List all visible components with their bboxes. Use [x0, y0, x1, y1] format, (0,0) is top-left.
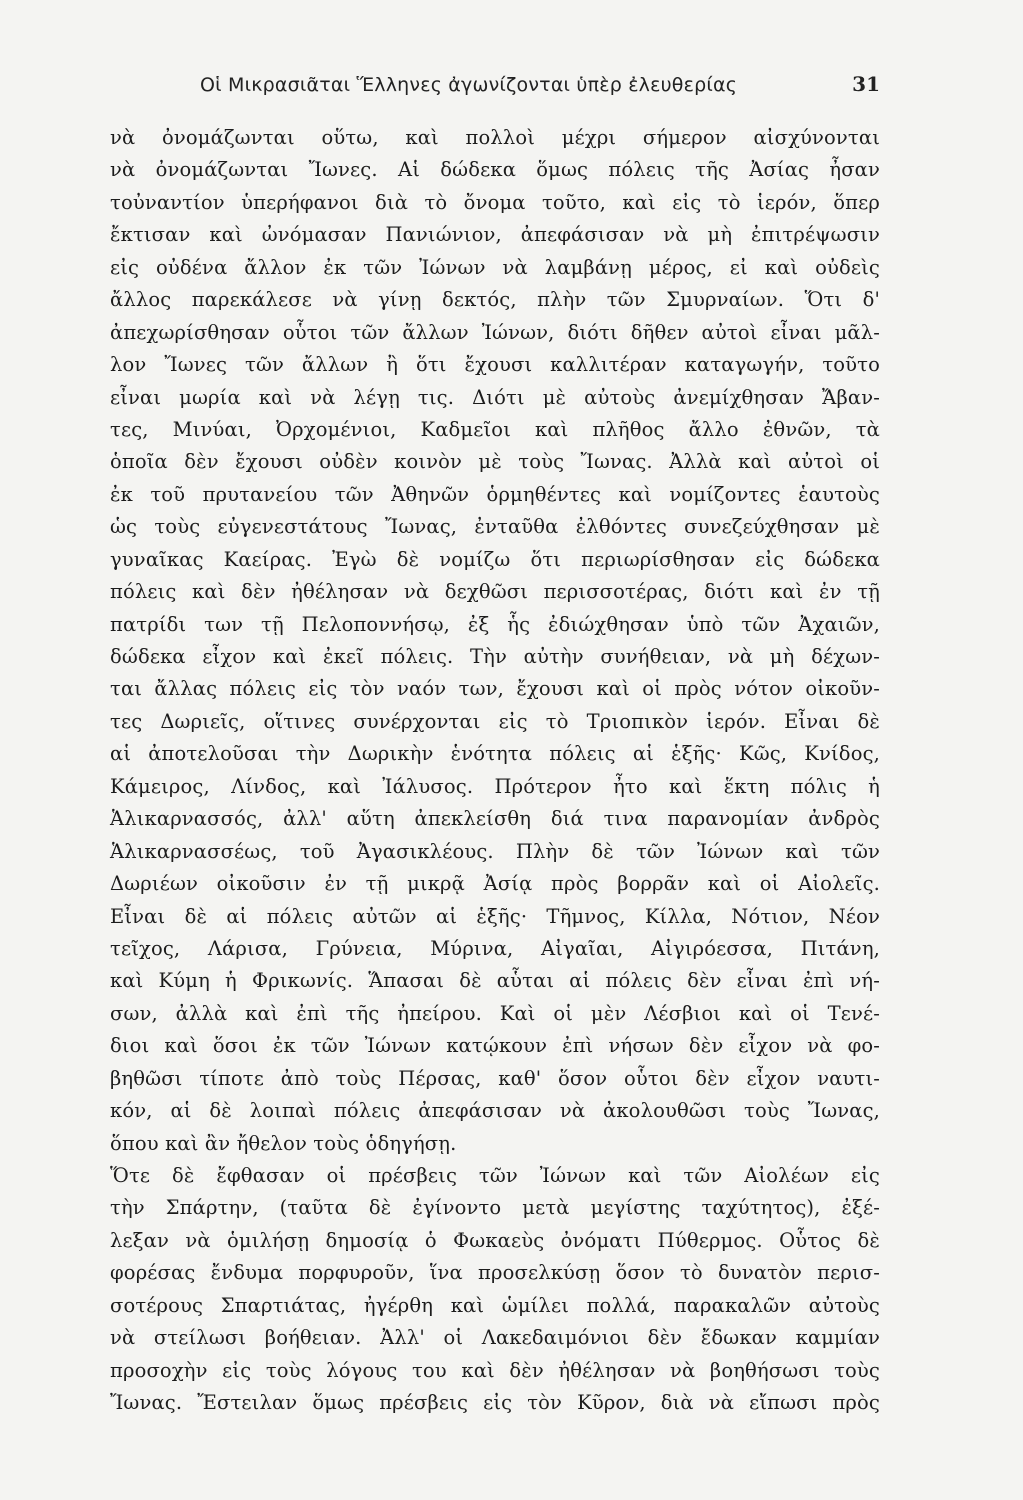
- text-line: Ἁλικαρνασσέως, τοῦ Ἀγασικλέους. Πλὴν δὲ τῶν Ἰώνων καὶ τῶν: [110, 839, 880, 863]
- text-line: τες Δωριεῖς, οἵτινες συνέρχονται εἰς τὸ Τριοπικὸν ἱερόν. Εἶναι δὲ: [110, 709, 880, 733]
- text-line: τὴν Σπάρτην, (ταῦτα δὲ ἐγίνοντο μετὰ μεγίστης ταχύτητος), ἐξέ-: [110, 1196, 880, 1220]
- text-line: ὅπου καὶ ἂν ἤθελον τοὺς ὁδηγήσῃ.: [110, 1131, 457, 1155]
- text-line: νὰ ὀνομάζωνται οὕτω, καὶ πολλοὶ μέχρι σήμερον αἰσχύνονται: [110, 126, 880, 149]
- text-line: εἶναι μωρία καὶ νὰ λέγῃ τις. Διότι μὲ αὐτοὺς ἀνεμίχθησαν Ἄβαν-: [110, 385, 880, 409]
- page-header: [110, 72, 880, 96]
- text-line: ἔκτισαν καὶ ὠνόμασαν Πανιώνιον, ἀπεφάσισαν νὰ μὴ ἐπιτρέψωσιν: [110, 223, 880, 247]
- text-line: ἀπεχωρίσθησαν οὗτοι τῶν ἄλλων Ἰώνων, διότι δῆθεν αὐτοὶ εἶναι μᾶλ-: [110, 320, 880, 344]
- text-line: Ἴωνας. Ἔστειλαν ὅμως πρέσβεις εἰς τὸν Κῦρον, διὰ νὰ εἴπωσι πρὸς: [110, 1391, 880, 1415]
- running-head: Οἱ Μικρασιᾶται Ἕλληνες ἀγωνίζονται ὑπὲρ ἐλευθερίας: [200, 74, 738, 96]
- text-line: κόν, αἱ δὲ λοιπαὶ πόλεις ἀπεφάσισαν νὰ ἀκολουθῶσι τοὺς Ἴωνας,: [110, 1099, 880, 1123]
- text-line: αἱ ἀποτελοῦσαι τὴν Δωρικὴν ἑνότητα πόλεις αἱ ἑξῆς· Κῶς, Κνίδος,: [110, 742, 880, 766]
- text-line: φορέσας ἔνδυμα πορφυροῦν, ἵνα προσελκύσῃ ὅσον τὸ δυνατὸν περισ-: [110, 1261, 880, 1285]
- text-line: διοι καὶ ὅσοι ἐκ τῶν Ἰώνων κατῴκουν ἐπὶ νήσων δὲν εἶχον νὰ φο-: [110, 1034, 880, 1058]
- text-line: σων, ἀλλὰ καὶ ἐπὶ τῆς ἠπείρου. Καὶ οἱ μὲν Λέσβιοι καὶ οἱ Τενέ-: [110, 1001, 880, 1025]
- text-line: καὶ Κύμη ἡ Φρικωνίς. Ἅπασαι δὲ αὗται αἱ πόλεις δὲν εἶναι ἐπὶ νή-: [110, 969, 880, 993]
- text-line: βηθῶσι τίποτε ἀπὸ τοὺς Πέρσας, καθ' ὅσον οὗτοι δὲν εἶχον ναυτι-: [110, 1066, 880, 1090]
- text-line: προσοχὴν εἰς τοὺς λόγους του καὶ δὲν ἠθέλησαν νὰ βοηθήσωσι τοὺς: [110, 1358, 880, 1382]
- text-line: δώδεκα εἶχον καὶ ἐκεῖ πόλεις. Τὴν αὐτὴν συνήθειαν, νὰ μὴ δέχων-: [110, 645, 880, 668]
- text-line: λεξαν νὰ ὁμιλήσῃ δημοσίᾳ ὁ Φωκαεὺς ὀνόματι Πύθερμος. Οὗτος δὲ: [110, 1228, 880, 1252]
- text-line: πατρίδι των τῇ Πελοποννήσῳ, ἐξ ἧς ἐδιώχθησαν ὑπὸ τῶν Ἀχαιῶν,: [110, 612, 880, 636]
- text-line: Εἶναι δὲ αἱ πόλεις αὐτῶν αἱ ἑξῆς· Τῆμνος, Κίλλα, Νότιον, Νέον: [110, 904, 880, 928]
- text-line: ται ἄλλας πόλεις εἰς τὸν ναόν των, ἔχουσι καὶ οἱ πρὸς νότον οἰκοῦν-: [110, 677, 880, 701]
- text-line: ἄλλος παρεκάλεσε νὰ γίνῃ δεκτός, πλὴν τῶν Σμυρναίων. Ὅτι δ': [110, 288, 880, 312]
- text-line: πόλεις καὶ δὲν ἠθέλησαν νὰ δεχθῶσι περισσοτέρας, διότι καὶ ἐν τῇ: [110, 580, 880, 604]
- text-line: Κάμειρος, Λίνδος, καὶ Ἰάλυσος. Πρότερον ἦτο καὶ ἕκτη πόλις ἡ: [110, 774, 880, 798]
- text-line: σοτέρους Σπαρτιάτας, ἠγέρθη καὶ ὡμίλει πολλά, παρακαλῶν αὐτοὺς: [110, 1293, 880, 1317]
- text-line: ὡς τοὺς εὐγενεστάτους Ἴωνας, ἐνταῦθα ἐλθόντες συνεζεύχθησαν μὲ: [110, 515, 880, 539]
- text-line: Δωριέων οἰκοῦσιν ἐν τῇ μικρᾷ Ἀσίᾳ πρὸς βορρᾶν καὶ οἱ Αἰολεῖς.: [110, 872, 880, 896]
- text-line: ὁποῖα δὲν ἔχουσι οὐδὲν κοινὸν μὲ τοὺς Ἴωνας. Ἀλλὰ καὶ αὐτοὶ οἱ: [110, 450, 880, 474]
- text-line: γυναῖκας Καείρας. Ἐγὼ δὲ νομίζω ὅτι περιωρίσθησαν εἰς δώδεκα: [110, 547, 880, 571]
- text-line: λον Ἴωνες τῶν ἄλλων ἢ ὅτι ἔχουσι καλλιτέραν καταγωγήν, τοῦτο: [110, 353, 880, 377]
- text-line: τες, Μινύαι, Ὀρχομένιοι, Καδμεῖοι καὶ πλῆθος ἄλλο ἐθνῶν, τὰ: [110, 417, 880, 441]
- text-line: τεῖχος, Λάρισα, Γρύνεια, Μύρινα, Αἰγαῖαι, Αἰγιρόεσσα, Πιτάνη,: [110, 936, 880, 960]
- page-number: 31: [852, 72, 880, 96]
- text-line: τοὐναντίον ὑπερήφανοι διὰ τὸ ὄνομα τοῦτο, καὶ εἰς τὸ ἱερόν, ὅπερ: [110, 190, 880, 214]
- text-line: νὰ ὀνομάζωνται Ἴωνες. Αἱ δώδεκα ὅμως πόλεις τῆς Ἀσίας ἦσαν: [110, 158, 880, 182]
- text-line: νὰ στείλωσι βοήθειαν. Ἀλλ' οἱ Λακεδαιμόνιοι δὲν ἔδωκαν καμμίαν: [110, 1326, 880, 1350]
- body-text: [110, 122, 880, 1420]
- text-line: Ἁλικαρνασσός, ἀλλ' αὕτη ἀπεκλείσθη διά τινα παρανομίαν ἀνδρὸς: [110, 807, 880, 831]
- text-line: εἰς οὐδένα ἄλλον ἐκ τῶν Ἰώνων νὰ λαμβάνῃ μέρος, εἰ καὶ οὐδεὶς: [110, 255, 880, 279]
- text-line: Ὅτε δὲ ἔφθασαν οἱ πρέσβεις τῶν Ἰώνων καὶ τῶν Αἰολέων εἰς: [110, 1164, 880, 1187]
- text-line: ἐκ τοῦ πρυτανείου τῶν Ἀθηνῶν ὁρμηθέντες καὶ νομίζοντες ἑαυτοὺς: [110, 482, 880, 506]
